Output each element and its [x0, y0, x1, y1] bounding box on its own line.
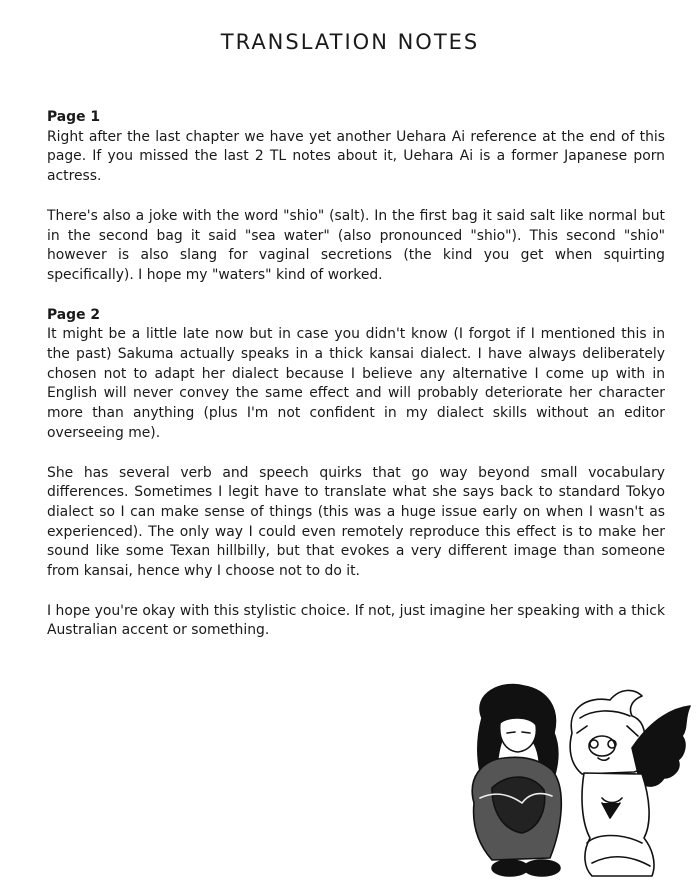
- left-character-face-icon: [500, 718, 537, 752]
- section-page-2: [47, 306, 665, 642]
- character-illustration-icon: [452, 678, 692, 888]
- note-paragraph: She has several verb and speech quirks that go way beyond small vocabulary differences. Sometimes I legit have to translate what she says back to standard Tokyo dialect so I can make sense of things (this was a huge issue early on when I wasn't as experienced). The only way I could even remotely reproduce this effect is to make her sound like some Texan hillbilly, but that evokes a very different image than someone from kansai, hence why I choose not to do it.: [47, 464, 665, 580]
- note-paragraph: It might be a little late now but in case you didn't know (I forgot if I mentioned this in the past) Sakuma actually speaks in a thick kansai dialect. I have always deliberately chosen not to adapt her dialect because I believe any alternative I come up with in English will never convey the same effect and will probably deteriorate her character more than anything (plus I'm not confident in my dialect skills without an editor overseeing me).: [47, 326, 665, 441]
- notes-body: [47, 108, 665, 661]
- section-page-1: [47, 108, 665, 286]
- page-title: TRANSLATION NOTES: [220, 30, 480, 54]
- note-paragraph: There's also a joke with the word "shio" (salt). In the first bag it said salt like normal but in the second bag it said "sea water" (also pronounced "shio"). This second "shio" however is also slang for vaginal secretions (the kind you get when squirting specifically). I hope my "waters" kind of worked.: [47, 207, 665, 283]
- note-paragraph: Right after the last chapter we have yet another Uehara Ai reference at the end of this page. If you missed the last 2 TL notes about it, Uehara Ai is a former Japanese porn actress.: [47, 128, 665, 185]
- section-heading: Page 2: [47, 306, 101, 323]
- note-paragraph: I hope you're okay with this stylistic choice. If not, just imagine her speaking with a thick Australian accent or something.: [47, 602, 665, 639]
- section-heading: Page 1: [47, 109, 101, 125]
- right-character-body-icon: [582, 773, 654, 876]
